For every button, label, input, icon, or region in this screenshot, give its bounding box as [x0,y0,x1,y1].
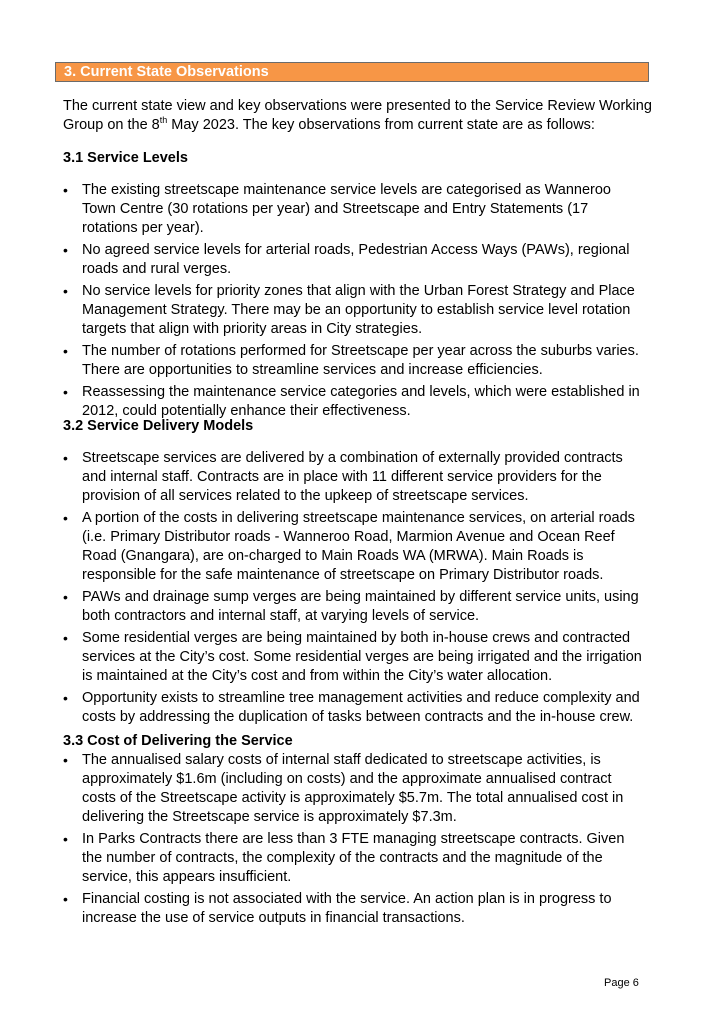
section-heading-service-levels: 3.1 Service Levels [63,150,188,166]
section-heading-cost-of-delivering: 3.3 Cost of Delivering the Service [63,733,293,749]
intro-superscript: th [159,115,168,126]
list-item: • Streetscape services are delivered by a combination of externally provided contracts and internal staff. Contracts are in place with 11 different service providers for the provision of all services related to the upkeep of streetscape services. [63,449,645,506]
list-item: • Reassessing the maintenance service categories and levels, which were established in 2012, could potentially enhance their effectiveness. [63,383,645,421]
list-item: • No agreed service levels for arterial roads, Pedestrian Access Ways (PAWs), regional roads and rural verges. [63,241,645,279]
intro-paragraph [63,97,653,135]
service-levels-list [63,181,645,424]
list-item: • In Parks Contracts there are less than 3 FTE managing streetscape contracts. Given the number of contracts, the complexity of the contracts and the magnitude of the service, this appears insufficient. [63,830,645,887]
page-number: Page 6 [604,977,639,989]
list-item: • PAWs and drainage sump verges are being maintained by different service units, using both contractors and internal staff, at varying levels of service. [63,588,645,626]
list-item: • A portion of the costs in delivering streetscape maintenance services, on arterial roads (i.e. Primary Distributor roads - Wanneroo Road, Marmion Avenue and Ocean Reef Road (Gnangara), are on-charged to Main Roads WA (MRWA). Main Roads is responsible for the safe maintenance of streetscape on Primary Distributor roads. [63,509,645,585]
list-item: • The existing streetscape maintenance service levels are categorised as Wanneroo Town Centre (30 rotations per year) and Streetscape and Entry Statements (17 rotations per year). [63,181,645,238]
service-delivery-list [63,449,645,730]
list-item: • The number of rotations performed for Streetscape per year across the suburbs varies. There are opportunities to streamline services and increase efficiencies. [63,342,645,380]
list-item: • The annualised salary costs of internal staff dedicated to streetscape activities, is approximately $1.6m (including on costs) and the approximate annualised contract costs of the Streetscape activity is approximately $5.7m. The total annualised cost in delivering the Streetscape service is approximately $7.3m. [63,751,645,827]
list-item: • No service levels for priority zones that align with the Urban Forest Strategy and Place Management Strategy. There may be an opportunity to establish service level rotation targets that align with priority areas in City strategies. [63,282,645,339]
list-item: • Opportunity exists to streamline tree management activities and reduce complexity and costs by addressing the duplication of tasks between contracts and the in-house crew. [63,689,645,727]
section-heading-service-delivery-models: 3.2 Service Delivery Models [63,418,254,434]
list-item: • Some residential verges are being maintained by both in-house crews and contracted services at the City’s cost. Some residential verges are being irrigated and the irrigation is maintained at the City’s cost and from within the City’s water allocation. [63,629,645,686]
cost-of-delivering-list [63,751,645,931]
intro-text-after: May 2023. The key observations from current state are as follows: [167,117,595,133]
list-item: • Financial costing is not associated with the service. An action plan is in progress to increase the use of service outputs in financial transactions. [63,890,645,928]
intro-text-before: The current state view and key observations were presented to the Service Review Working Group on the 8 [63,98,652,133]
section-header: 3. Current State Observations [55,62,649,82]
